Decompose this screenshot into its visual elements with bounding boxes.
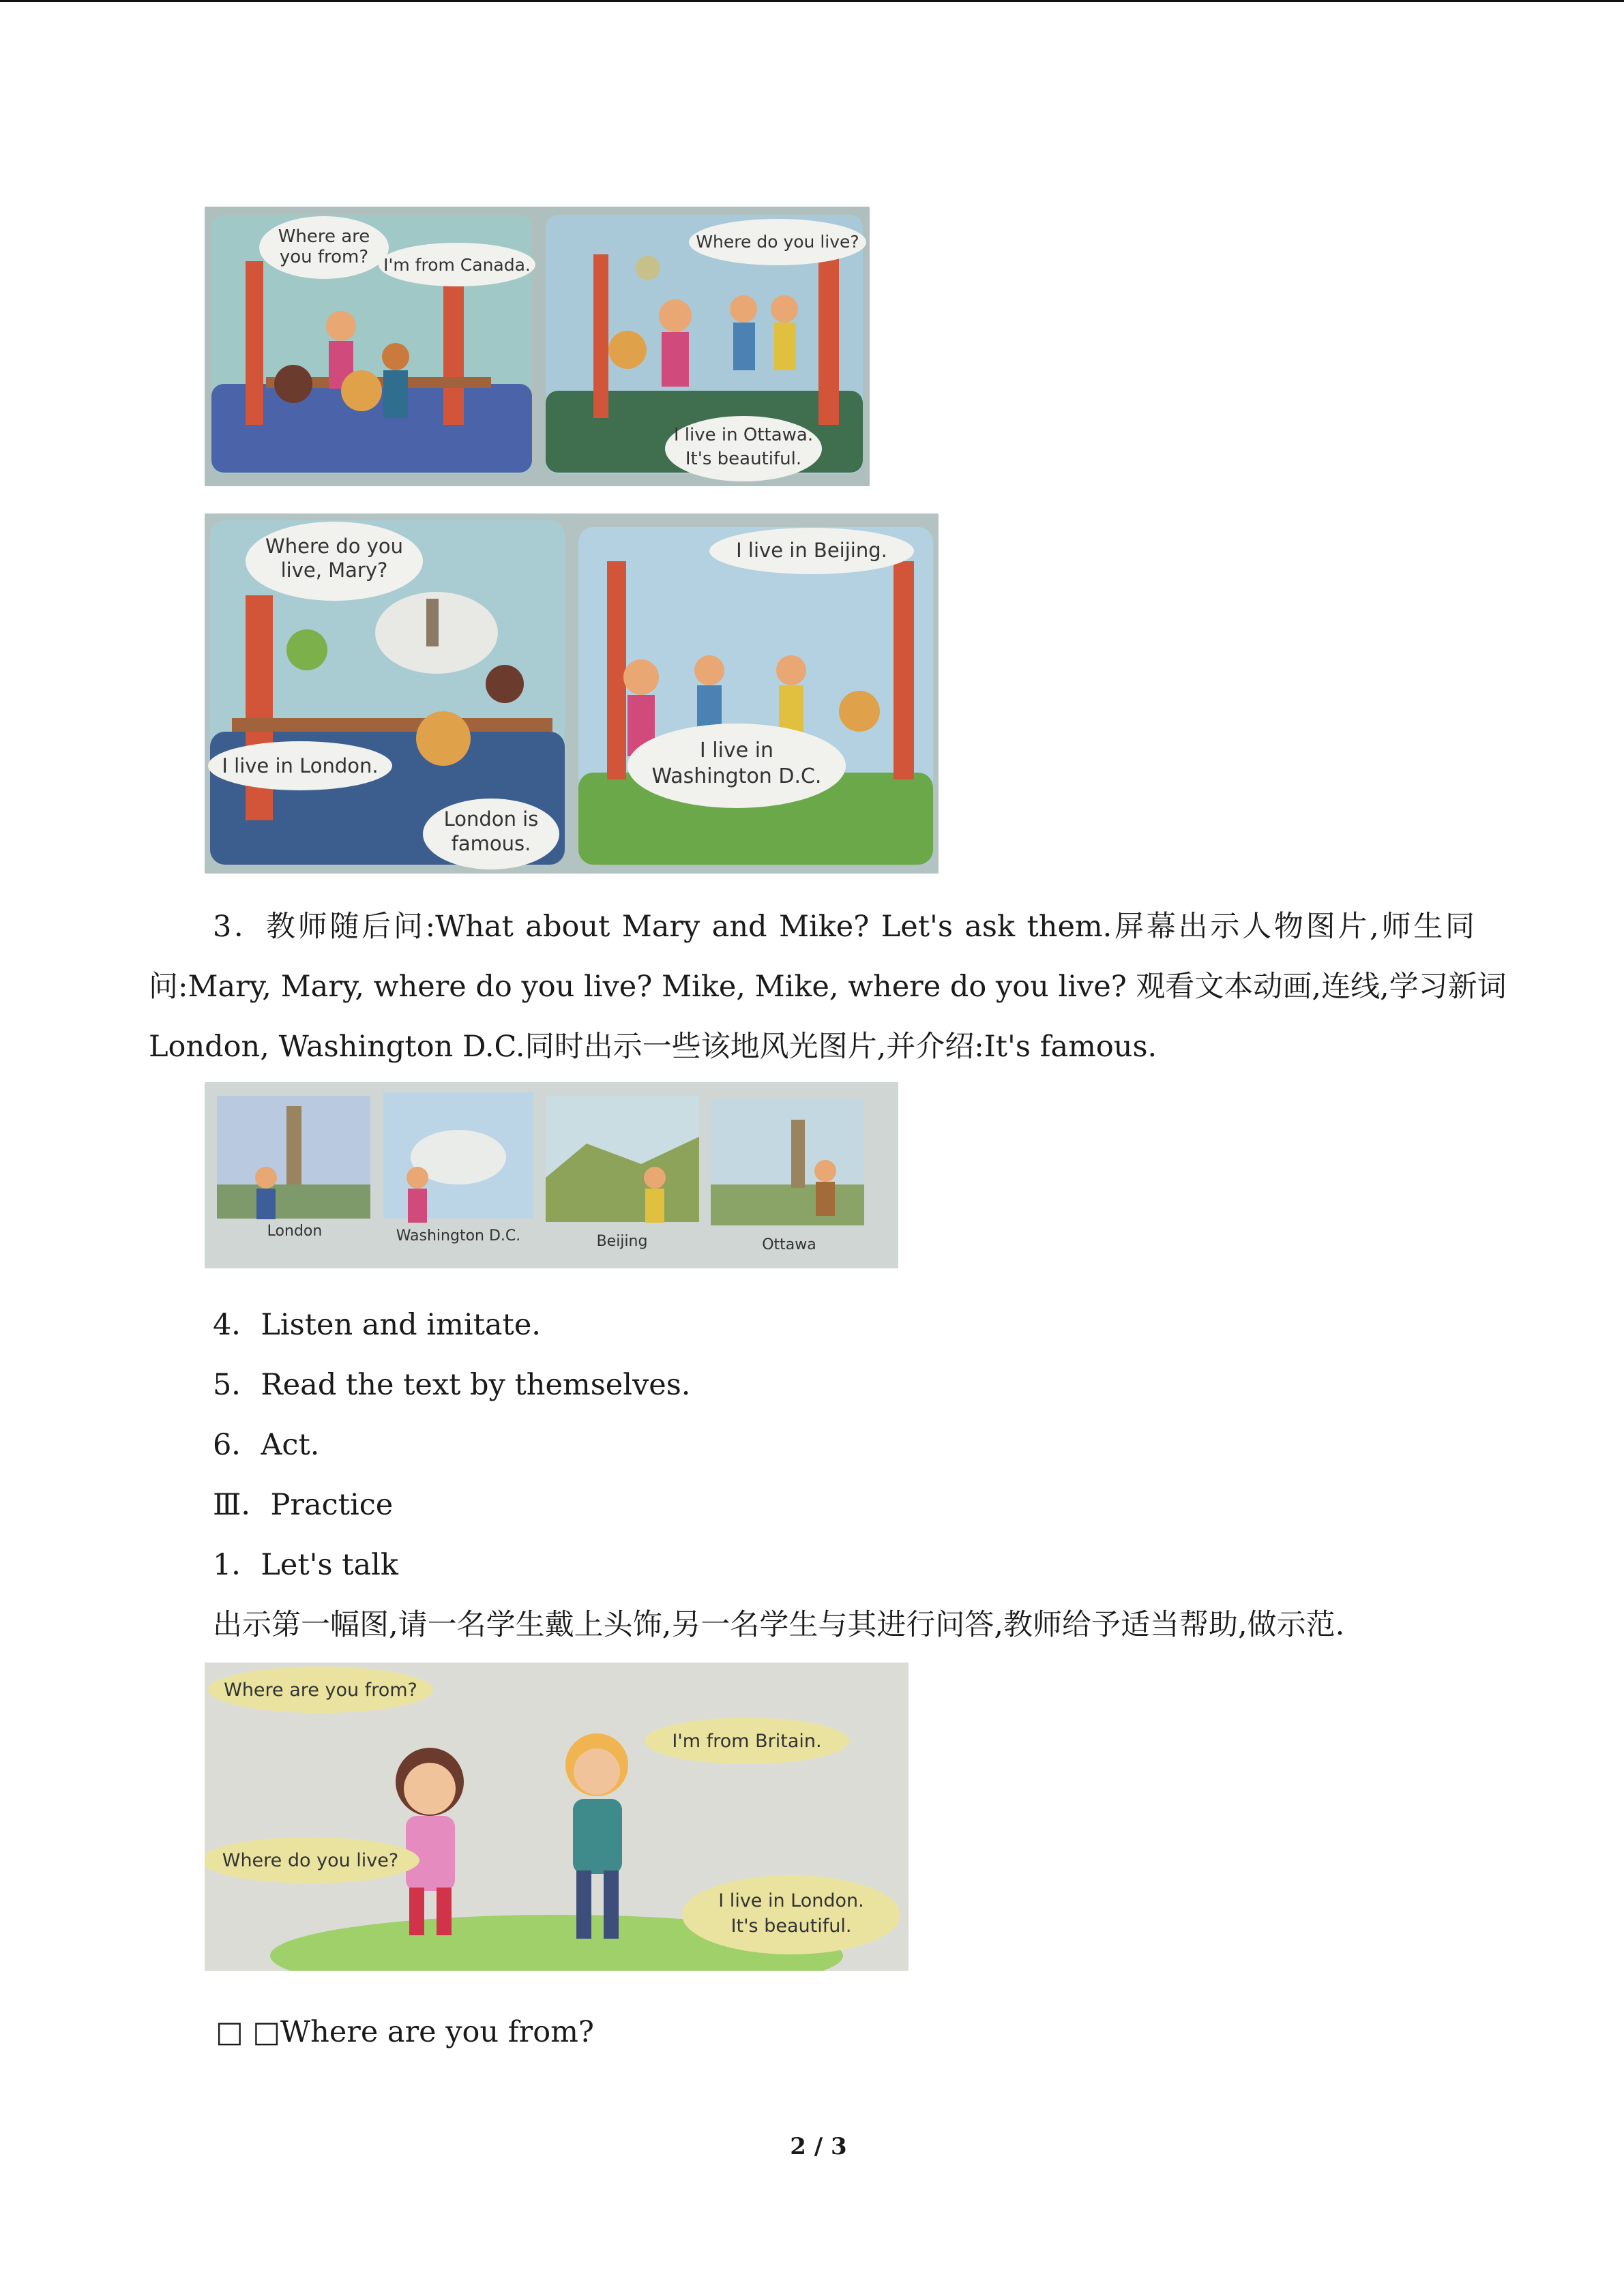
lets-talk-image [205, 1663, 909, 1971]
comic1-bubble-where-live: Where do you live? [696, 232, 859, 252]
comic2-bubble-i-live-in: I live in [699, 739, 774, 762]
talk-bubble-britain: I'm from Britain. [672, 1731, 822, 1752]
city-label-beijing: Beijing [596, 1233, 648, 1250]
practice-instruction: 出示第一幅图,请一名学生戴上头饰,另一名学生与其进行问答,教师给予适当帮助,做示范. [213, 1608, 1345, 1642]
city-label-washington: Washington D.C. [396, 1227, 521, 1244]
comic2-bubble-washington: Washington D.C. [651, 764, 822, 788]
talk-bubble-london: I live in London. [718, 1890, 864, 1911]
comic1-bubble-beautiful: It's beautiful. [685, 449, 802, 469]
comic2-bubble-famous: famous. [451, 832, 531, 855]
talk-bubble-where-from: Where are you from? [224, 1680, 417, 1701]
comic1-bubble-you-from: you from? [279, 247, 369, 267]
step-5: 5．Read the text by themselves. [213, 1368, 691, 1402]
page-number: 2 / 3 [790, 2133, 847, 2160]
comic1-bubble-where-are: Where are [278, 226, 370, 247]
step3-line-1: 3．教师随后问:What about Mary and Mike? Let's ask them.屏幕出示人物图片,师生同 [213, 910, 1475, 944]
comic1-bubble-ottawa: I live in Ottawa. [673, 425, 814, 445]
comic-image-canada-ottawa [205, 207, 870, 486]
talk-bubble-beautiful: It's beautiful. [730, 1915, 852, 1937]
talk-bubble-where-live: Where do you live? [222, 1850, 399, 1871]
cities-image-strip [205, 1082, 898, 1268]
step3-line-2: 问:Mary, Mary, where do you live? Mike, Mike, where do you live? 观看文本动画,连线,学习新词 [149, 970, 1507, 1004]
comic2-bubble-live-mary: live, Mary? [280, 558, 388, 582]
comic2-bubble-where-do-you: Where do you [265, 535, 403, 558]
step-4: 4．Listen and imitate. [213, 1308, 541, 1342]
comic2-bubble-beijing: I live in Beijing. [736, 539, 887, 562]
dialogue-line-where-from: □ □Where are you from? [216, 2015, 594, 2049]
step-6: 6．Act. [213, 1428, 320, 1462]
step3-line-3: London, Washington D.C.同时出示一些该地风光图片,并介绍:It's famous. [149, 1030, 1157, 1064]
comic-image-london-beijing [205, 513, 939, 874]
comic2-bubble-london-is: London is [443, 807, 539, 831]
section-practice-heading: Ⅲ．Practice [213, 1488, 394, 1522]
practice-step-1: 1．Let's talk [213, 1548, 398, 1582]
city-label-ottawa: Ottawa [762, 1236, 816, 1253]
city-label-london: London [267, 1223, 323, 1240]
comic1-bubble-canada: I'm from Canada. [383, 255, 531, 275]
page-top-border [0, 0, 1624, 2]
comic2-bubble-london: I live in London. [222, 754, 379, 777]
